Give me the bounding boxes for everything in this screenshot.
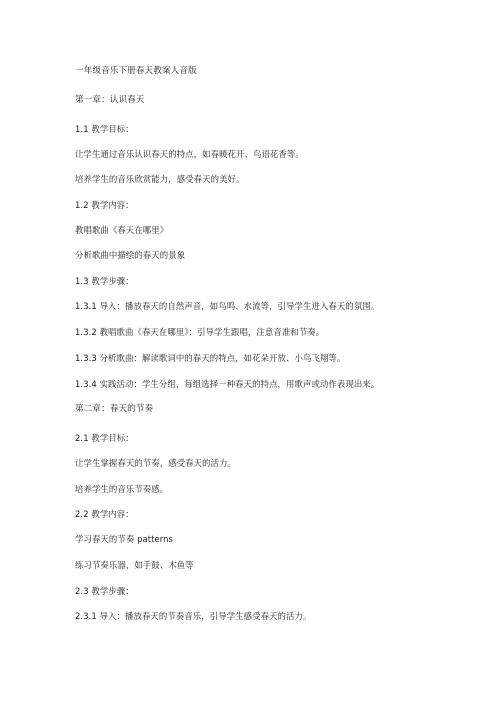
paragraph: 2.3.1 导入：播放春天的节奏音乐，引导学生感受春天的活力。 [75,611,312,621]
section-heading: 1.3 教学步骤： [75,276,134,286]
paragraph: 让学生通过音乐认识春天的特点，如春暖花开、鸟语花香等。 [75,149,304,159]
paragraph: 1.3.2 教唱歌曲《春天在哪里》：引导学生跟唱，注意音准和节奏。 [75,327,325,337]
chapter-heading: 第一章：认识春天 [75,95,145,105]
paragraph: 学习春天的节奏 patterns [75,534,174,544]
document-title: 一年级音乐下册春天教案人音版 [75,66,197,76]
section-heading: 2.3 教学步骤： [75,586,134,596]
paragraph: 1.3.4 实践活动：学生分组，每组选择一种春天的特点，用歌声或动作表现出来。 [75,379,380,389]
paragraph: 分析歌曲中描绘的春天的景象 [75,250,186,260]
section-heading: 2.1 教学目标： [75,433,134,443]
paragraph: 培养学生的音乐欣赏能力，感受春天的美好。 [75,174,245,184]
section-heading: 1.2 教学内容： [75,200,134,210]
paragraph: 练习节奏乐器，如手鼓、木鱼等 [75,560,194,570]
section-heading: 2.2 教学内容： [75,509,134,519]
paragraph: 培养学生的音乐节奏感。 [75,484,169,494]
paragraph: 教唱歌曲《春天在哪里》 [75,225,169,235]
chapter-heading: 第二章：春天的节奏 [75,404,154,414]
paragraph: 让学生掌握春天的节奏，感受春天的活力。 [75,458,237,468]
paragraph: 1.3.1 导入：播放春天的自然声音，如鸟鸣、水流等，引导学生进入春天的氛围。 [75,301,380,311]
section-heading: 1.1 教学目标： [75,124,134,134]
paragraph: 1.3.3 分析歌曲：解读歌词中的春天的特点，如花朵开放、小鸟飞翔等。 [75,353,346,363]
